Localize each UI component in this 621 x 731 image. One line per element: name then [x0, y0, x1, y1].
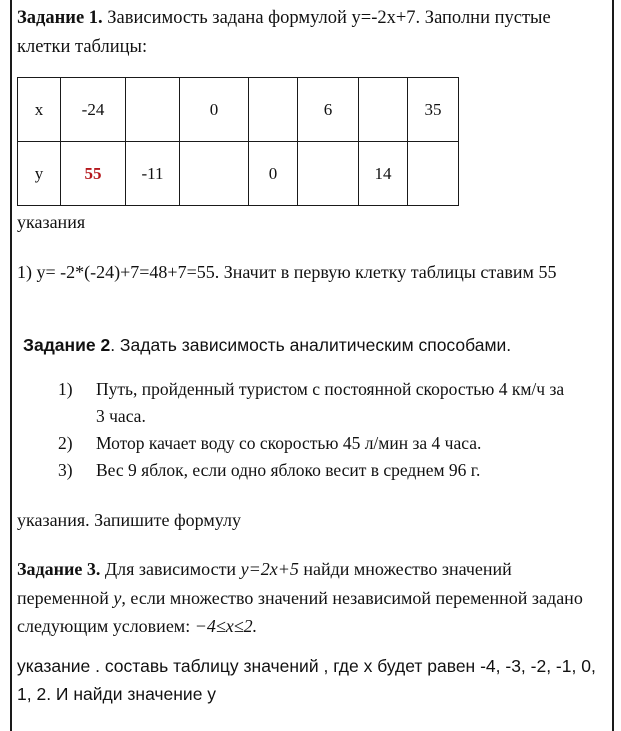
table-cell[interactable] [180, 142, 249, 206]
table-cell: -24 [61, 78, 126, 142]
table-cell[interactable] [298, 142, 359, 206]
list-item-number: 3) [58, 460, 73, 480]
list-item [58, 430, 568, 457]
task3-text-b: найди множество значений переменной [17, 559, 512, 608]
task2-heading: Задание 2 [23, 335, 111, 355]
list-item [58, 376, 568, 430]
task1-heading: Задание 1. [17, 8, 103, 28]
table-cell: 14 [359, 142, 408, 206]
table-row-y [18, 142, 459, 206]
table-cell-answer: 55 [61, 142, 126, 206]
task3-condition: −4≤x≤2. [194, 616, 258, 636]
list-item-text: Мотор качает воду со скоростью 45 л/мин за 4 часа. [96, 433, 482, 453]
list-item-text: Путь, пройденный туристом с постоянной скоростью 4 км/ч за 3 часа. [96, 379, 565, 426]
table-cell[interactable] [126, 78, 180, 142]
table-cell[interactable] [359, 78, 408, 142]
values-table [17, 77, 459, 206]
task2-text: . Задать зависимость аналитическим способами. [110, 335, 512, 355]
table-row-x [18, 78, 459, 142]
task3-text-c: , если множество значений независимой переменной задано следующим условием: [17, 587, 583, 636]
table-cell: y [18, 142, 61, 206]
task1-text: Зависимость задана формулой y=-2x+7. Заполни пустые клетки таблицы: [17, 8, 551, 57]
task3-var: y [113, 587, 122, 608]
left-border [10, 0, 12, 731]
table-cell: 0 [249, 142, 298, 206]
table-cell: -11 [126, 142, 180, 206]
list-item-number: 1) [58, 379, 73, 399]
right-border [612, 0, 614, 731]
task3-text-a: Для зависимости [100, 559, 241, 579]
task1-hint-label: указания [17, 212, 86, 232]
task3-statement [17, 555, 602, 641]
task2-hint: указания. Запишите формулу [17, 510, 241, 530]
list-item [58, 457, 568, 484]
task2-statement [23, 335, 511, 356]
table-cell[interactable] [408, 142, 459, 206]
list-item-text: Вес 9 яблок, если одно яблоко весит в среднем 96 г. [96, 460, 481, 480]
table-cell: 0 [180, 78, 249, 142]
task3-formula: y=2x+5 [240, 559, 299, 579]
list-item-number: 2) [58, 433, 73, 453]
task1-statement [17, 4, 607, 62]
table-cell: 6 [298, 78, 359, 142]
task1-solution: 1) y= -2*(-24)+7=48+7=55. Значит в первую клетку таблицы ставим 55 [17, 262, 557, 282]
task3-hint: указание . составь таблицу значений , где х будет равен -4, -3, -2, -1, 0, 1, 2. И найди значение у [17, 656, 596, 704]
task2-list [58, 376, 568, 484]
table-cell: x [18, 78, 61, 142]
task3-heading: Задание 3. [17, 559, 101, 579]
table-cell: 35 [408, 78, 459, 142]
table-cell[interactable] [249, 78, 298, 142]
